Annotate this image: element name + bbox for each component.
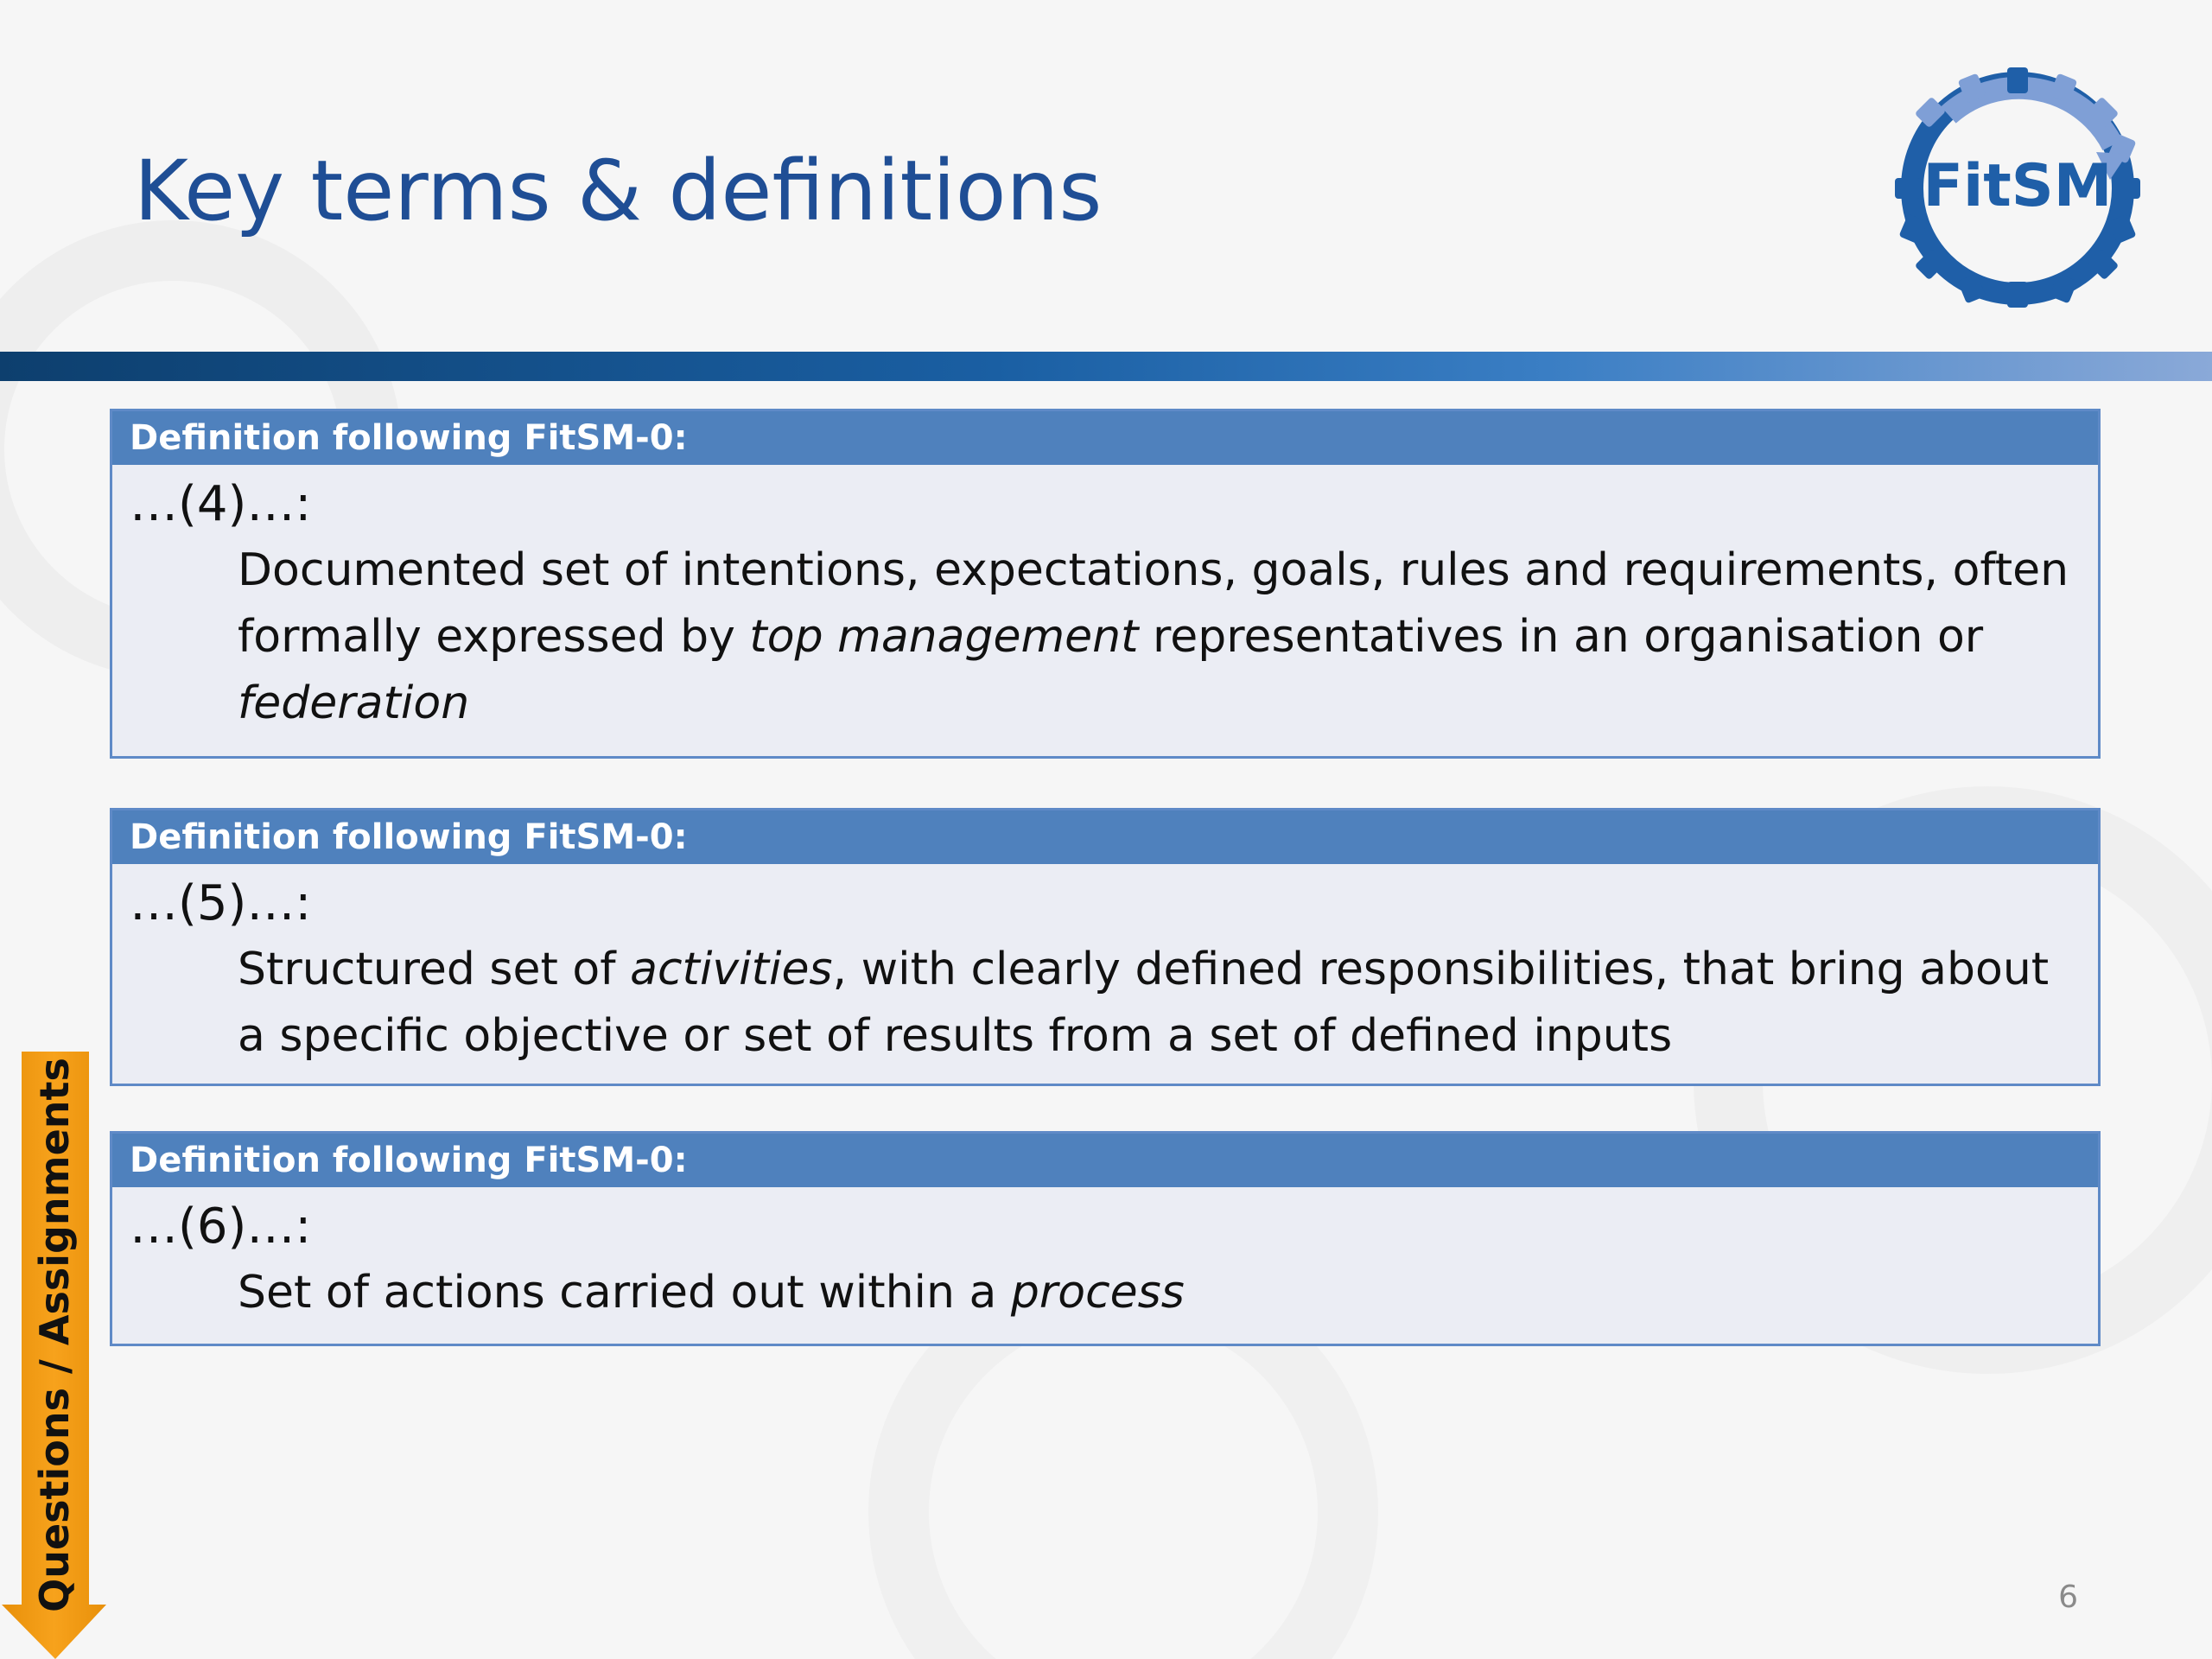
definition-text-emphasis: process xyxy=(1010,1267,1185,1319)
definition-text-part: , with clearly defined responsibilities, that bring about a specific objective or set of results from a set of defined inputs xyxy=(238,944,2050,1062)
definition-text xyxy=(112,937,2098,1070)
questions-assignments-label: Questions / Assignments xyxy=(31,1058,78,1612)
definition-box xyxy=(110,1131,2101,1346)
page-number: 6 xyxy=(2058,1580,2078,1615)
definition-text-part: Structured set of xyxy=(238,944,631,995)
definition-header: Definition following FitSM-0: xyxy=(112,411,2098,465)
definition-header: Definition following FitSM-0: xyxy=(112,1134,2098,1187)
definition-term: …(5)…: xyxy=(130,875,312,931)
definition-text xyxy=(112,537,2098,737)
logo-text: FitSM xyxy=(1923,152,2113,220)
definition-box xyxy=(110,409,2101,759)
definition-text-part: Documented set of intentions, expectations, goals, rules and requirements, often formally expressed by xyxy=(238,544,2069,663)
definition-text-emphasis: top management xyxy=(749,611,1139,663)
definition-text xyxy=(112,1260,2098,1326)
definition-term: …(4)…: xyxy=(130,476,312,532)
slide-title: Key terms & definitions xyxy=(134,143,1103,239)
definition-text-part: Set of actions carried out within a xyxy=(238,1267,1011,1319)
definition-text-emphasis: federation xyxy=(238,677,470,729)
header-bar xyxy=(0,352,2212,381)
definition-box xyxy=(110,808,2101,1086)
definition-text-emphasis: activities xyxy=(630,944,833,995)
fitsm-logo xyxy=(1884,50,2152,318)
definition-term: …(6)…: xyxy=(130,1198,312,1255)
definition-header: Definition following FitSM-0: xyxy=(112,810,2098,864)
definition-text-part: representatives in an organisation or xyxy=(1138,611,1984,663)
